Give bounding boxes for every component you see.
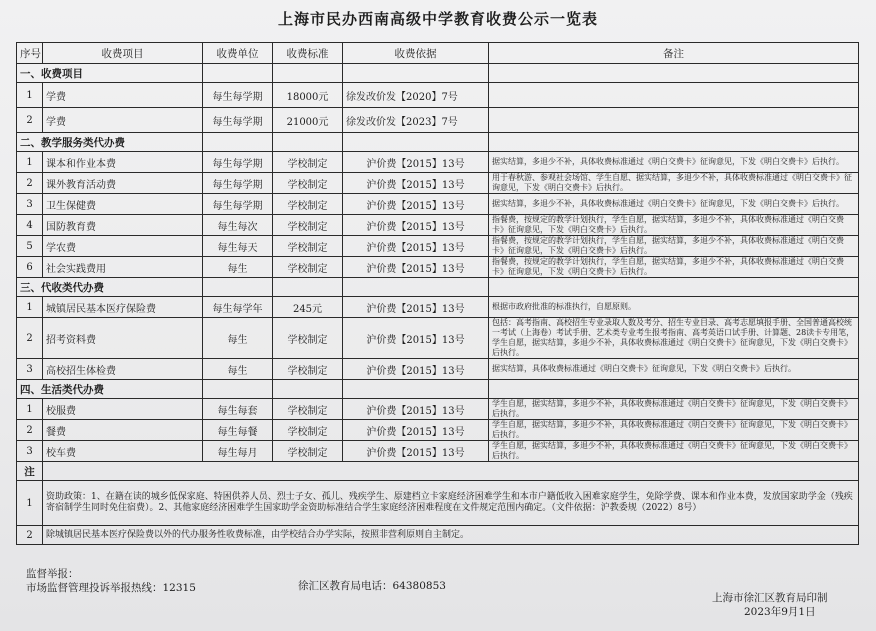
row-standard: 学校制定 xyxy=(273,359,343,380)
table-header-row xyxy=(17,43,859,64)
row-basis: 沪价费【2015】13号 xyxy=(343,257,489,278)
issuer: 上海市徐汇区教育局印制 xyxy=(712,592,828,604)
row-standard: 学校制定 xyxy=(273,399,343,420)
section-title: 四、生活类代办费 xyxy=(17,380,203,399)
header-remark: 备注 xyxy=(489,43,859,64)
row-basis: 沪价费【2015】13号 xyxy=(343,359,489,380)
row-unit: 每生每次 xyxy=(203,215,273,236)
section-title: 一、收费项目 xyxy=(17,64,203,83)
row-item: 校车费 xyxy=(43,441,203,462)
row-basis: 沪价费【2015】13号 xyxy=(343,236,489,257)
complaint-hotline: 市场监督管理投诉举报热线：12315 xyxy=(26,582,196,594)
row-no: 2 xyxy=(17,173,43,194)
row-remark xyxy=(489,108,859,133)
row-no: 6 xyxy=(17,257,43,278)
row-item: 课本和作业本费 xyxy=(43,152,203,173)
issue-date: 2023年9月1日 xyxy=(744,606,816,618)
row-item: 学费 xyxy=(43,83,203,108)
row-standard: 学校制定 xyxy=(273,441,343,462)
row-unit: 每生 xyxy=(203,318,273,359)
table-row xyxy=(17,83,859,108)
header-item: 收费项目 xyxy=(43,43,203,64)
row-unit: 每生每天 xyxy=(203,236,273,257)
note-no: 1 xyxy=(17,481,43,526)
row-no: 2 xyxy=(17,108,43,133)
row-no: 1 xyxy=(17,83,43,108)
row-basis: 沪价费【2015】13号 xyxy=(343,420,489,441)
row-unit: 每生每学期 xyxy=(203,83,273,108)
row-remark: 据实结算，多退少不补，具体收费标准通过《明白交费卡》征询意见，下发《明白交费卡》后执行。 xyxy=(489,194,859,215)
row-basis: 沪价费【2015】13号 xyxy=(343,173,489,194)
row-item: 学费 xyxy=(43,108,203,133)
section-row xyxy=(17,278,859,297)
bureau-phone: 徐汇区教育局电话：64380853 xyxy=(298,580,446,592)
row-item: 餐费 xyxy=(43,420,203,441)
row-remark: 据实结算，具体收费标准通过《明白交费卡》征询意见，下发《明白交费卡》后执行。 xyxy=(489,359,859,380)
row-unit: 每生每学期 xyxy=(203,173,273,194)
header-standard: 收费标准 xyxy=(273,43,343,64)
section-row xyxy=(17,133,859,152)
table-row xyxy=(17,257,859,278)
row-no: 4 xyxy=(17,215,43,236)
row-standard: 学校制定 xyxy=(273,194,343,215)
note-row xyxy=(17,481,859,526)
row-no: 3 xyxy=(17,194,43,215)
row-no: 1 xyxy=(17,297,43,318)
row-no: 3 xyxy=(17,441,43,462)
row-no: 3 xyxy=(17,359,43,380)
table-row xyxy=(17,297,859,318)
row-basis: 沪价费【2015】13号 xyxy=(343,297,489,318)
supervision-label: 监督举报： xyxy=(26,568,79,580)
notes-header-row xyxy=(17,462,859,481)
table-row xyxy=(17,173,859,194)
row-no: 1 xyxy=(17,152,43,173)
row-standard: 学校制定 xyxy=(273,152,343,173)
row-remark: 指餐费，按规定的教学计划执行，学生自愿，据实结算，多退少不补，具体收费标准通过《明白交费卡》征询意见，下发《明白交费卡》后执行。 xyxy=(489,257,859,278)
row-standard: 245元 xyxy=(273,297,343,318)
table-row xyxy=(17,359,859,380)
row-unit: 每生每学期 xyxy=(203,108,273,133)
row-item: 学农费 xyxy=(43,236,203,257)
row-standard: 学校制定 xyxy=(273,236,343,257)
row-item: 卫生保健费 xyxy=(43,194,203,215)
note-text: 资助政策：1、在籍在读的城乡低保家庭、特困供养人员、烈士子女、孤儿、残疾学生、原建档立卡家庭经济困难学生和本市户籍低收入困难家庭学生，免除学费、课本和作业本费，发放国家助学金（残疾寄宿制学生同时免住宿费）。2、其他家庭经济困难学生国家助学金资助标准结合学生家庭经济困难程度在文件规定范围内确定。（文件依据：沪教委规（2022）8号） xyxy=(43,481,859,526)
row-remark: 学生自愿，据实结算，多退少不补，具体收费标准通过《明白交费卡》征询意见，下发《明白交费卡》后执行。 xyxy=(489,441,859,462)
row-item: 招考资料费 xyxy=(43,318,203,359)
table-row xyxy=(17,399,859,420)
table-row xyxy=(17,441,859,462)
row-item: 社会实践费用 xyxy=(43,257,203,278)
row-basis: 沪价费【2015】13号 xyxy=(343,441,489,462)
table-row xyxy=(17,420,859,441)
header-unit: 收费单位 xyxy=(203,43,273,64)
row-remark: 用于春秋游、参观社会场馆、学生自愿、据实结算，多退少不补，具体收费标准通过《明白交费卡》征询意见，下发《明白交费卡》后执行。 xyxy=(489,173,859,194)
row-item: 高校招生体检费 xyxy=(43,359,203,380)
row-standard: 18000元 xyxy=(273,83,343,108)
table-row xyxy=(17,215,859,236)
row-item: 校服费 xyxy=(43,399,203,420)
header-no: 序号 xyxy=(17,43,43,64)
row-standard: 学校制定 xyxy=(273,318,343,359)
row-unit: 每生 xyxy=(203,257,273,278)
row-unit: 每生每学期 xyxy=(203,152,273,173)
row-no: 1 xyxy=(17,399,43,420)
row-remark xyxy=(489,83,859,108)
row-remark: 据实结算，多退少不补，具体收费标准通过《明白交费卡》征询意见，下发《明白交费卡》后执行。 xyxy=(489,152,859,173)
row-no: 2 xyxy=(17,420,43,441)
fee-table xyxy=(16,42,859,545)
row-basis: 徐发改价发【2020】7号 xyxy=(343,83,489,108)
row-standard: 21000元 xyxy=(273,108,343,133)
row-remark: 指餐费，按规定的教学计划执行，学生自愿，据实结算，多退少不补，具体收费标准通过《明白交费卡》征询意见，下发《明白交费卡》后执行。 xyxy=(489,215,859,236)
row-unit: 每生每学年 xyxy=(203,297,273,318)
row-basis: 徐发改价发【2023】7号 xyxy=(343,108,489,133)
row-basis: 沪价费【2015】13号 xyxy=(343,399,489,420)
note-no: 2 xyxy=(17,526,43,545)
row-basis: 沪价费【2015】13号 xyxy=(343,318,489,359)
row-unit: 每生每套 xyxy=(203,399,273,420)
table-row xyxy=(17,194,859,215)
row-remark: 学生自愿，据实结算，多退少不补，具体收费标准通过《明白交费卡》征询意见，下发《明白交费卡》后执行。 xyxy=(489,420,859,441)
row-remark: 包括：高考指南、高校招生专业录取人数及考分、招生专业目录、高考志愿填报手册、全国普通高校统一考试（上海卷）考试手册、艺术类专业考生报考指南、高考英语口试手册、计算题、28读卡专用笔，学生自愿，据实结算，多退少不补，具体收费标准通过《明白交费卡》征询意见，下发《明白交费卡》后执行。 xyxy=(489,318,859,359)
row-unit: 每生每学期 xyxy=(203,194,273,215)
section-title: 二、教学服务类代办费 xyxy=(17,133,203,152)
row-basis: 沪价费【2015】13号 xyxy=(343,215,489,236)
header-basis: 收费依据 xyxy=(343,43,489,64)
row-standard: 学校制定 xyxy=(273,173,343,194)
row-unit: 每生每月 xyxy=(203,441,273,462)
notes-label: 注 xyxy=(17,462,43,481)
table-row xyxy=(17,236,859,257)
row-basis: 沪价费【2015】13号 xyxy=(343,152,489,173)
row-basis: 沪价费【2015】13号 xyxy=(343,194,489,215)
note-row xyxy=(17,526,859,545)
row-standard: 学校制定 xyxy=(273,257,343,278)
row-item: 国防教育费 xyxy=(43,215,203,236)
note-text: 除城镇居民基本医疗保险费以外的代办服务性收费标准，由学校结合办学实际，按照非营利原则自主制定。 xyxy=(43,526,859,545)
row-remark: 学生自愿，据实结算，多退少不补，具体收费标准通过《明白交费卡》征询意见，下发《明白交费卡》后执行。 xyxy=(489,399,859,420)
document-title: 上海市民办西南高级中学教育收费公示一览表 xyxy=(277,10,598,28)
table-row xyxy=(17,108,859,133)
row-remark: 根据市政府批准的标准执行，自愿原则。 xyxy=(489,297,859,318)
row-no: 5 xyxy=(17,236,43,257)
row-unit: 每生每餐 xyxy=(203,420,273,441)
row-unit: 每生 xyxy=(203,359,273,380)
section-title: 三、代收类代办费 xyxy=(17,278,203,297)
row-standard: 学校制定 xyxy=(273,420,343,441)
table-row xyxy=(17,152,859,173)
section-row xyxy=(17,380,859,399)
row-remark: 指餐费，按规定的教学计划执行，学生自愿，据实结算，多退少不补，具体收费标准通过《明白交费卡》征询意见，下发《明白交费卡》后执行。 xyxy=(489,236,859,257)
section-row xyxy=(17,64,859,83)
row-item: 课外教育活动费 xyxy=(43,173,203,194)
row-item: 城镇居民基本医疗保险费 xyxy=(43,297,203,318)
row-standard: 学校制定 xyxy=(273,215,343,236)
table-row xyxy=(17,318,859,359)
row-no: 2 xyxy=(17,318,43,359)
